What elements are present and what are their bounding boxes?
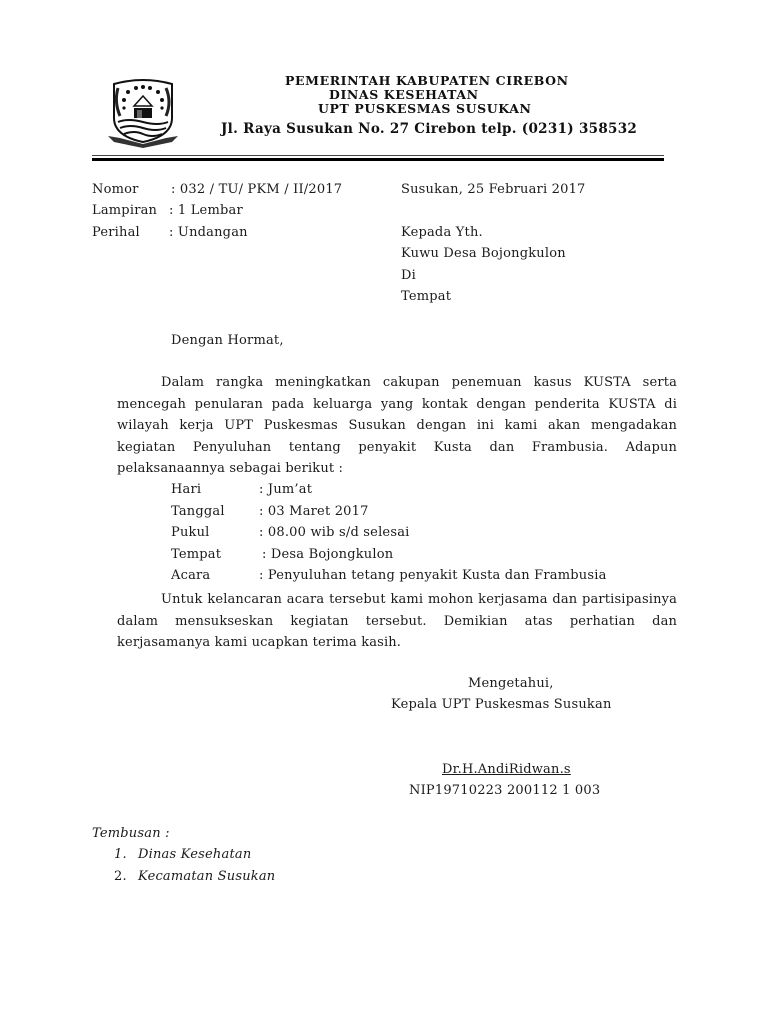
- regency-emblem-icon: [106, 78, 180, 148]
- signature-title: Kepala UPT Puskesmas Susukan: [391, 697, 612, 712]
- signature-name: Dr.H.AndiRidwan.s: [442, 762, 571, 777]
- cc-item-number-1: 1.: [114, 847, 127, 862]
- recipient-place: Tempat: [401, 289, 452, 304]
- recipient-name: Kuwu Desa Bojongkulon: [401, 246, 566, 261]
- nomor-value: : 032 / TU/ PKM / II/2017: [171, 182, 343, 197]
- perihal-label: Perihal: [92, 225, 140, 240]
- place-date: Susukan, 25 Februari 2017: [401, 182, 586, 197]
- paragraph-intro-text: Dalam rangka meningkatkan cakupan penemuan kasus KUSTA serta mencegah penularan pada keluarga yang kontak dengan penderita KUSTA di wilayah kerja UPT Puskesmas Susukan dengan ini kami akan mengadakan kegiatan Penyuluhan tentang penyakit Kusta dan Frambusia. Adapun pelaksanaannya sebagai berikut :: [117, 375, 677, 476]
- letterhead-address: Jl. Raya Susukan No. 27 Cirebon telp. (0231) 358532: [221, 121, 638, 137]
- signature-acknowledge: Mengetahui,: [468, 676, 554, 691]
- detail-pukul-value: : 08.00 wib s/d selesai: [259, 525, 410, 540]
- salutation: Dengan Hormat,: [171, 333, 284, 348]
- cc-label: Tembusan :: [92, 826, 170, 841]
- signature-nip: NIP19710223 200112 1 003: [409, 783, 601, 798]
- detail-hari-label: Hari: [171, 482, 202, 497]
- letterhead-rule-thick: [92, 158, 664, 161]
- lampiran-value: : 1 Lembar: [169, 203, 243, 218]
- detail-tempat-value: : Desa Bojongkulon: [262, 547, 394, 562]
- cc-item-1: Dinas Kesehatan: [138, 847, 252, 862]
- paragraph-intro: [117, 372, 677, 480]
- detail-acara-value: : Penyuluhan tetang penyakit Kusta dan Frambusia: [259, 568, 607, 583]
- letterhead-agency: DINAS KESEHATAN: [329, 87, 479, 102]
- recipient-di: Di: [401, 268, 416, 283]
- lampiran-label: Lampiran: [92, 203, 158, 218]
- detail-hari-value: : Jum’at: [259, 482, 313, 497]
- detail-tanggal-value: : 03 Maret 2017: [259, 504, 369, 519]
- letterhead-rule-thin: [92, 155, 664, 156]
- recipient-greeting: Kepada Yth.: [401, 225, 483, 240]
- letterhead-government: PEMERINTAH KABUPATEN CIREBON: [285, 73, 569, 88]
- detail-tempat-label: Tempat: [171, 547, 222, 562]
- nomor-label: Nomor: [92, 182, 139, 197]
- detail-tanggal-label: Tanggal: [171, 504, 225, 519]
- perihal-value: : Undangan: [169, 225, 248, 240]
- detail-pukul-label: Pukul: [171, 525, 210, 540]
- detail-acara-label: Acara: [171, 568, 211, 583]
- cc-item-number-2: 2.: [114, 869, 127, 884]
- cc-item-2: Kecamatan Susukan: [138, 869, 276, 884]
- paragraph-closing: [117, 589, 677, 654]
- paragraph-closing-text: Untuk kelancaran acara tersebut kami mohon kerjasama dan partisipasinya dalam mensukseskan kegiatan tersebut. Demikian atas perhatian dan kerjasamanya kami ucapkan terima kasih.: [117, 592, 677, 650]
- letterhead-unit: UPT PUSKESMAS SUSUKAN: [318, 101, 532, 116]
